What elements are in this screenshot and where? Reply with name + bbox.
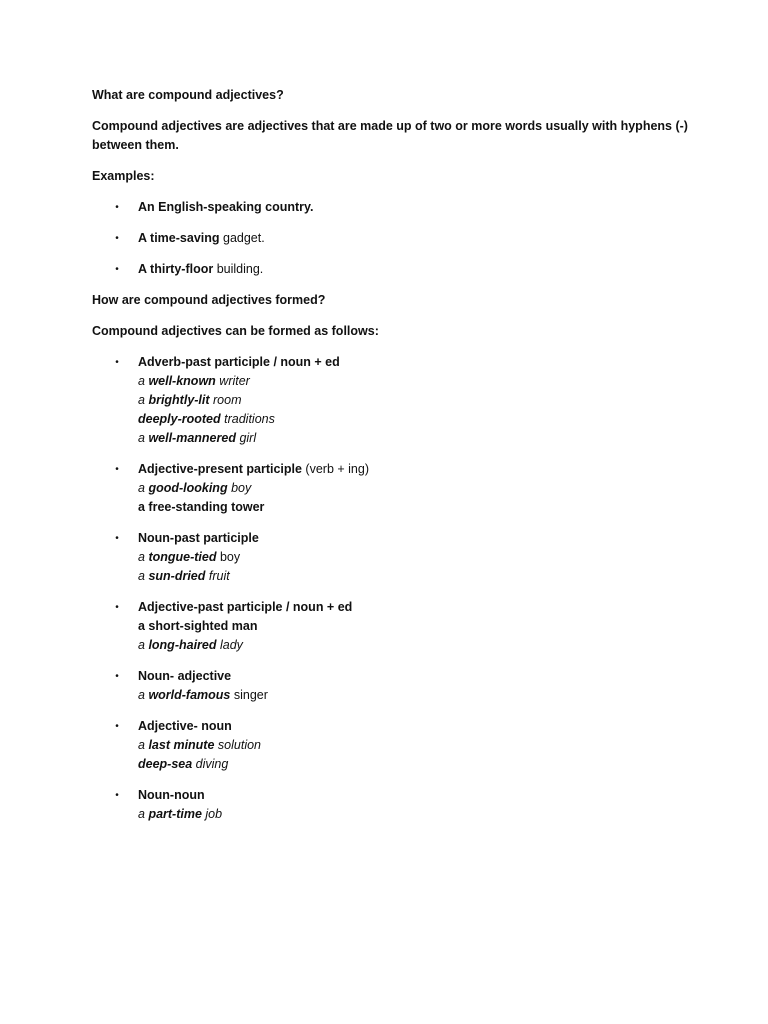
intro-paragraph: Compound adjectives are adjectives that are made up of two or more words usually with hyphens (-) between them.	[92, 119, 688, 152]
example-rest: boy	[216, 550, 241, 564]
list-item	[92, 786, 692, 824]
example-compound: sun-dried	[148, 569, 206, 583]
example-article: a	[138, 638, 149, 652]
example-rest: fruit	[205, 569, 230, 583]
bullet-icon: •	[115, 264, 119, 275]
example-line	[138, 736, 692, 755]
formed-label: Compound adjectives can be formed as follows:	[92, 324, 379, 338]
formation-title: Adjective- noun	[138, 719, 232, 733]
example-rest: traditions	[220, 412, 275, 426]
example-rest: gadget.	[219, 231, 265, 245]
example-line	[138, 548, 692, 567]
example-article: An	[138, 200, 159, 214]
example-compound: thirty-floor	[150, 262, 214, 276]
example-compound: well-known	[148, 374, 216, 388]
bullet-icon: •	[115, 533, 119, 544]
list-item	[92, 353, 692, 448]
example-compound: long-haired	[148, 638, 217, 652]
list-item	[92, 598, 692, 655]
formation-title: Adjective-past participle / noun + ed	[138, 600, 353, 614]
formation-title: Adverb-past participle / noun + ed	[138, 355, 340, 369]
example-compound: brightly-lit	[148, 393, 210, 407]
list-item	[92, 460, 692, 517]
formation-title-bold: Adjective-present participle	[138, 462, 302, 476]
example-line	[138, 479, 692, 498]
example-compound: deeply-rooted	[138, 412, 221, 426]
heading-what-are: What are compound adjectives?	[92, 88, 284, 102]
example-article: a	[138, 431, 149, 445]
example-rest: singer	[230, 688, 268, 702]
example-line: a short-sighted man	[138, 619, 258, 633]
bullet-icon: •	[115, 464, 119, 475]
bullet-icon: •	[115, 721, 119, 732]
example-rest: job	[201, 807, 223, 821]
examples-list	[92, 198, 692, 279]
formation-list	[92, 353, 692, 824]
list-item	[92, 198, 692, 217]
list-item	[92, 229, 692, 248]
example-rest: diving	[192, 757, 229, 771]
formation-title-rest: (verb + ing)	[301, 462, 369, 476]
example-line	[138, 636, 692, 655]
example-rest: building.	[213, 262, 264, 276]
example-line	[138, 429, 692, 448]
formation-title: Noun- adjective	[138, 669, 232, 683]
formation-title: Noun-past participle	[138, 531, 259, 545]
document-page	[92, 86, 692, 836]
formation-title: Noun-noun	[138, 788, 205, 802]
example-rest: boy	[227, 481, 252, 495]
list-item	[92, 529, 692, 586]
example-article: A	[138, 231, 151, 245]
example-article: A	[138, 262, 151, 276]
example-article: a	[138, 807, 149, 821]
example-compound: English-speaking	[158, 200, 262, 214]
example-article: a	[138, 569, 149, 583]
example-compound: tongue-tied	[148, 550, 217, 564]
example-line	[138, 805, 692, 824]
bullet-icon: •	[115, 357, 119, 368]
example-rest: girl	[235, 431, 257, 445]
bullet-icon: •	[115, 671, 119, 682]
list-item	[92, 667, 692, 705]
bullet-icon: •	[115, 602, 119, 613]
example-compound: time-saving	[150, 231, 220, 245]
example-line	[138, 410, 692, 429]
example-compound: part-time	[148, 807, 202, 821]
list-item	[92, 260, 692, 279]
heading-how-formed: How are compound adjectives formed?	[92, 293, 326, 307]
example-compound: deep-sea	[138, 757, 193, 771]
examples-label: Examples:	[92, 169, 155, 183]
example-rest: country.	[261, 200, 314, 214]
example-rest: writer	[215, 374, 250, 388]
example-line	[138, 567, 692, 586]
example-compound: well-mannered	[148, 431, 236, 445]
example-article: a	[138, 481, 149, 495]
example-compound: world-famous	[148, 688, 231, 702]
example-line: a free-standing tower	[138, 500, 265, 514]
example-compound: last minute	[148, 738, 215, 752]
example-article: a	[138, 688, 149, 702]
bullet-icon: •	[115, 233, 119, 244]
bullet-icon: •	[115, 202, 119, 213]
example-rest: solution	[214, 738, 261, 752]
example-line	[138, 755, 692, 774]
example-compound: good-looking	[148, 481, 228, 495]
bullet-icon: •	[115, 790, 119, 801]
example-article: a	[138, 393, 149, 407]
example-article: a	[138, 374, 149, 388]
example-rest: room	[209, 393, 242, 407]
example-article: a	[138, 550, 149, 564]
example-rest: lady	[216, 638, 243, 652]
formation-title	[138, 460, 692, 479]
example-line	[138, 391, 692, 410]
example-line	[138, 686, 692, 705]
list-item	[92, 717, 692, 774]
example-line	[138, 372, 692, 391]
example-article: a	[138, 738, 149, 752]
